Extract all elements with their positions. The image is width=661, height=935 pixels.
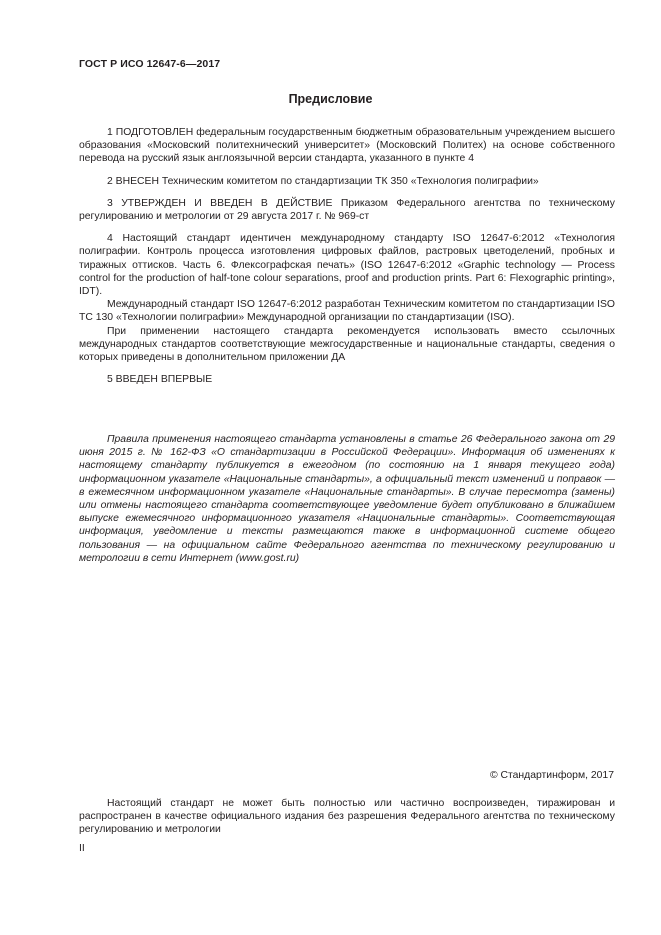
paragraph-4-references: При применении настоящего стандарта рекомендуется использовать вместо ссылочных международных стандартов соответствующие межгосударственные и национальные стандарты, сведения о которых приведены в дополнительном приложении ДА [79, 325, 615, 364]
paragraph-4-iso-developer: Международный стандарт ISO 12647-6:2012 разработан Техническим комитетом по стандартизации ISO TC 130 «Технологии полиграфии» Международной организации по стандартизации (ISO). [79, 299, 615, 324]
page-title: Предисловие [288, 92, 373, 106]
paragraph-2-submitted: 2 ВНЕСЕН Техническим комитетом по стандартизации ТК 350 «Технология полиграфии» [107, 175, 539, 187]
paragraph-4-identical: 4 Настоящий стандарт идентичен международному стандарту ISO 12647-6:2012 «Технология полиграфии. Контроль процесса изготовления цифровых файлов, растровых цветоделений, пробных и тиражных оттисков. Часть 6. Флексографская печать» (ISO 12647-6:2012 «Graphic technology — Process control for the production of half-tone colour separations, proof and production prints. Part 6: Flexographic printing», IDT). [79, 233, 615, 298]
foreword-body [79, 126, 615, 386]
copyright-line: © Стандартинформ, 2017 [489, 770, 614, 781]
paragraph-5-first-introduced: 5 ВВЕДЕН ВПЕРВЫЕ [107, 374, 213, 386]
paragraph-1-prepared: 1 ПОДГОТОВЛЕН федеральным государственным бюджетным образовательным учреждением высшего образования «Московский политехнический университет» (Московский Политех) на основе собственного перевода на русский язык англоязычной версии стандарта, указанного в пункте 4 [79, 127, 615, 165]
application-rules-notice: Правила применения настоящего стандарта установлены в статье 26 Федерального закона от 29 июня 2015 г. № 162-ФЗ «О стандартизации в Российской Федерации». Информация об изменениях к настоящему стандарту публикуется в ежегодном (по состоянию на 1 января текущего года) информационном указателе «Национальные стандарты», а официальный текст изменений и поправок — в ежемесячном информационном указателе «Национальные стандарты». В случае пересмотра (замены) или отмены настоящего стандарта соответствующее уведомление будет опубликовано в ближайшем выпуске ежемесячного информационного указателя «Национальные стандарты». Соответствующая информация, уведомление и тексты размещаются также в информационной системе общего пользования — на официальном сайте Федерального агентства по техническому регулированию и метрологии в сети Интернет (www.gost.ru) [79, 434, 615, 564]
page-number: II [79, 843, 85, 854]
reproduction-notice: Настоящий стандарт не может быть полностью или частично воспроизведен, тиражирован и распространен в качестве официального издания без разрешения Федерального агентства по техническому регулированию и метрологии [79, 798, 615, 836]
paragraph-3-approved: 3 УТВЕРЖДЕН И ВВЕДЕН В ДЕЙСТВИЕ Приказом Федерального агентства по техническому регулированию и метрологии от 29 августа 2017 г. № 969-ст [79, 197, 615, 223]
document-header: ГОСТ Р ИСО 12647-6—2017 [79, 58, 221, 70]
